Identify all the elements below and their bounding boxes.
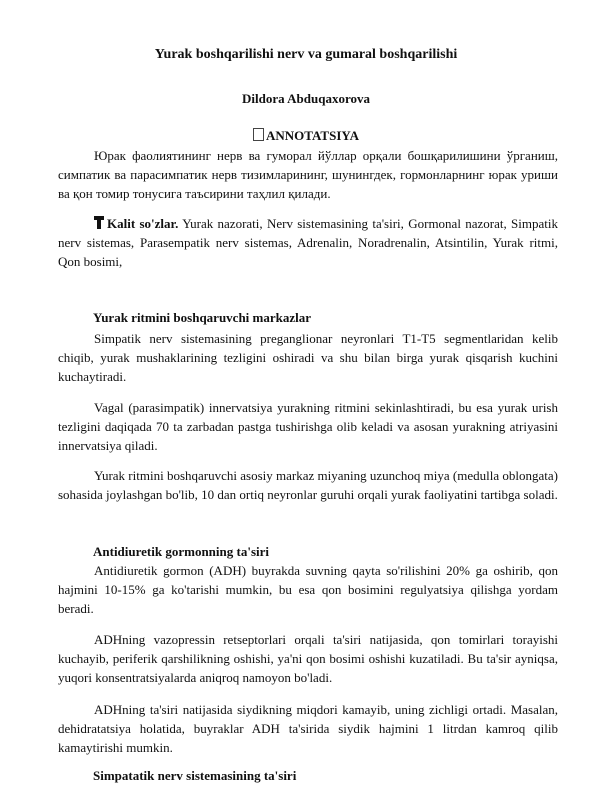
annotation-text: Юрак фаолиятининг нерв ва гуморал йўллар орқали бошқарилишини ўрганиш, симпатик ва парасимпатик нерв тизимларининг, шунингдек, гормонларнинг юрак уриши ва қон томир тонусига таъсирини таҳлил қилади.: [58, 148, 558, 201]
section-heading-heart-rhythm: Yurak ritmini boshqaruvchi markazlar: [93, 310, 312, 325]
paragraph-sympathetic: Simpatik nerv sistemasining preganglionar neyronlari T1-T5 segmentlaridan kelib chiqib, yurak mushaklarining tezligini oshiradi va shu bilan birga yurak qisqarish kuchini kuchaytiradi.: [58, 331, 558, 384]
keywords-label: Kalit so'zlar.: [107, 216, 179, 231]
paragraph-vagal: Vagal (parasimpatik) innervatsiya yurakning ritmini sekinlashtiradi, bu esa yurak urish tezligini daqiqada 70 ta zarbadan pastga tushirishga olib keladi va asosan yurakning atriyasini innervatsiya qiladi.: [58, 400, 558, 453]
paragraph-adh-reabsorption: Antidiuretik gormon (ADH) buyrakda suvning qayta so'rilishini 20% ga oshirib, qon hajmini 10-15% ga ko'tarishi mumkin, bu esa qon bosimini regulyatsiya qilishga yordam beradi.: [58, 563, 558, 616]
author-name: Dildora Abduqaxorova: [242, 91, 370, 106]
paragraph-adh-vasopressin: ADHning vazopressin retseptorlari orqali ta'siri natijasida, qon tomirlari torayishi kuchayib, periferik qarshilikning oshishi, ya'ni qon bosimi oshishi kuzatiladi. Bu ta'sir ayniqsa, yuqori konsentratsiyalarda aniqroq namoyon bo'ladi.: [58, 632, 558, 685]
annotation-heading: [0, 128, 612, 144]
paragraph-adh-urine: ADHning ta'siri natijasida siydikning miqdori kamayib, uning zichligi ortadi. Masalan, dehidratatsiya holatida, buyraklar ADH ta'sirida siydik hajmini 1 litrdan kamroq qilib kamaytirishi mumkin.: [58, 702, 558, 755]
annotation-heading-text: ANNOTATSIYA: [266, 128, 359, 143]
square-glyph-icon: [253, 128, 264, 141]
keywords-text: Yurak nazorati, Nerv sistemasining ta'siri, Gormonal nazorat, Simpatik nerv sistemas, Parasempatik nerv sistemas, Adrenalin, Noradrenalin, Atsintilin, Yurak ritmi, Qon bosimi,: [58, 216, 558, 269]
section-heading-adh: Antidiuretik gormonning ta'siri: [93, 544, 270, 559]
document-title: Yurak boshqarilishi nerv va gumaral boshqarilishi: [154, 47, 458, 62]
keywords-paragraph: [58, 214, 558, 271]
paragraph-medulla: Yurak ritmini boshqaruvchi asosiy markaz miyaning uzunchoq miya (medulla oblongata) sohasida joylashgan bo'lib, 10 dan ortiq neyronlar guruhi orqali yurak faoliyatini tartibga soladi.: [58, 468, 558, 502]
section-heading-sympathetic: Simpatatik nerv sistemasining ta'siri: [93, 768, 297, 783]
pin-icon: [94, 216, 104, 229]
